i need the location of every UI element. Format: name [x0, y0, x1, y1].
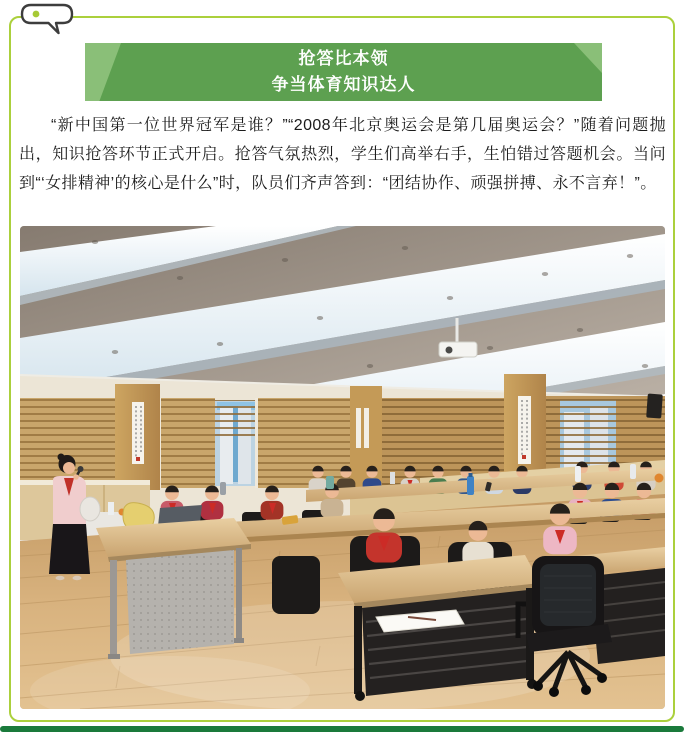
wood-pillar-left — [115, 384, 160, 490]
banner-accent-right — [574, 43, 602, 73]
banner-accent-left — [85, 43, 121, 101]
classroom-photo-scene — [20, 226, 665, 709]
section-title-banner — [85, 43, 602, 101]
banner-title-line1: 抢答比本领 — [298, 49, 389, 68]
speech-bubble-icon — [18, 2, 78, 40]
window-left — [215, 400, 257, 486]
wall-speaker — [646, 394, 663, 419]
bottom-accent-bar — [0, 726, 684, 732]
banner-title-line2: 争当体育知识达人 — [271, 75, 416, 94]
bubble-dot — [33, 11, 40, 18]
article-paragraph: “新中国第一位世界冠军是谁？”“2008年北京奥运会是第几届奥运会？”随着问题抛出，知识抢答环节正式开启。抢答气氛热烈，学生们高举右手，生怕错过答题机会。当问到“‘女排精神’的核心是什么”时，队员们齐声答到：“团结协作、顽强拼搏、永不言弃！”。 — [19, 117, 666, 192]
classroom-photo — [20, 226, 665, 709]
desk-front-right — [338, 555, 541, 701]
